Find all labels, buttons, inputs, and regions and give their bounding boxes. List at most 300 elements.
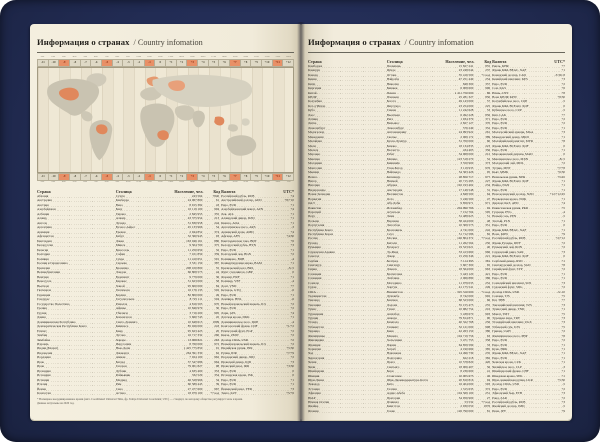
code: 962 bbox=[214, 355, 220, 360]
currency: Угандийский шиллинг, UGX bbox=[492, 320, 532, 325]
capital: Сухум bbox=[115, 194, 125, 198]
code: 20 bbox=[215, 328, 220, 333]
capital: Токио bbox=[386, 408, 396, 413]
population: 45 133 966 bbox=[187, 225, 203, 230]
capital: Эр-Рияд bbox=[386, 249, 399, 254]
code: 374 bbox=[214, 229, 220, 234]
capital: Джакарта bbox=[115, 350, 130, 355]
page-title-ru: Информация о странах bbox=[37, 37, 130, 47]
code: 963 bbox=[485, 267, 491, 272]
code: 994 bbox=[214, 207, 220, 212]
currency: Франк КФА BCEAO, XOF bbox=[492, 178, 529, 183]
capital: Тирана bbox=[115, 211, 126, 216]
capital: Вьентьян bbox=[386, 112, 400, 117]
zones-cell: +7 bbox=[230, 59, 241, 67]
capital: Кито bbox=[386, 382, 394, 387]
capital: Богота bbox=[386, 99, 396, 104]
currency: Евро, EUR bbox=[221, 292, 237, 297]
country: ОАЭ bbox=[308, 201, 315, 206]
capital: Ниамей bbox=[386, 178, 398, 183]
currency: Армянский драм, AMD bbox=[221, 229, 254, 234]
capital: Лусака bbox=[115, 333, 126, 338]
currency: Бат, THB bbox=[492, 298, 505, 303]
utc: +1 bbox=[290, 377, 294, 382]
times-cell: 19:00 bbox=[232, 56, 238, 58]
country: Судан bbox=[308, 285, 317, 290]
currency: Чилийское песо, CLP bbox=[492, 364, 522, 369]
population: 24 993 922 bbox=[458, 130, 474, 135]
population: 9 779 000 bbox=[189, 274, 203, 279]
currency: Афгани, AFN bbox=[221, 234, 240, 239]
utc: -5 bbox=[562, 382, 565, 387]
capital: Исламабад bbox=[386, 205, 402, 210]
capital: Москва bbox=[386, 236, 398, 241]
population: 43 375 954 bbox=[187, 216, 203, 221]
population: 3 119 935 bbox=[460, 165, 474, 170]
capital: Кингстон bbox=[386, 404, 400, 409]
population: 6 492 228 bbox=[460, 112, 474, 117]
times-cell: 20:00 bbox=[232, 180, 238, 183]
population: 126 790 000 bbox=[457, 408, 474, 413]
code: 55 bbox=[215, 265, 220, 270]
utc: +2 bbox=[290, 337, 294, 342]
utc: +2 bbox=[561, 81, 565, 86]
currency: Танзанийский шиллинг, TZS bbox=[492, 302, 532, 307]
code: 39 bbox=[215, 382, 220, 387]
capital: Багдад bbox=[115, 359, 125, 364]
capital: Пномпень bbox=[386, 64, 401, 68]
country: Германия bbox=[37, 292, 51, 297]
utc: +7 bbox=[561, 112, 565, 117]
population: 85 026 000 bbox=[187, 324, 203, 329]
country: Государство Палестина bbox=[37, 301, 70, 306]
code: 998 bbox=[485, 324, 491, 329]
times-cell: 15:00 bbox=[189, 56, 195, 58]
utc: -6 bbox=[291, 288, 294, 293]
population: 31 700 000 bbox=[458, 139, 474, 144]
utc: +1 bbox=[290, 247, 294, 252]
zones-cell: +10 bbox=[262, 173, 273, 181]
country: Непал bbox=[308, 174, 317, 179]
utc: +3 bbox=[561, 130, 565, 135]
code: 375 bbox=[214, 243, 220, 248]
utc: +3 bbox=[561, 77, 565, 82]
currency: Пакистанская рупия, PKR bbox=[492, 205, 529, 210]
country: Йемен bbox=[37, 386, 47, 391]
zones-cell: -3 bbox=[123, 173, 134, 181]
capital: Стокгольм bbox=[386, 373, 402, 378]
currency: Бразильский реал, BRL bbox=[221, 265, 254, 270]
utc: +1 bbox=[561, 196, 565, 201]
population: 3 531 159 bbox=[189, 261, 203, 266]
utc: +3 bbox=[290, 386, 294, 391]
country: Черногория bbox=[308, 355, 325, 360]
code: 966 bbox=[485, 249, 491, 254]
population: 16 404 000 bbox=[458, 382, 474, 387]
country: США bbox=[308, 289, 316, 294]
utc: +2 bbox=[290, 301, 294, 306]
code: 992 bbox=[485, 293, 491, 298]
population: 7 101 859 bbox=[189, 252, 203, 257]
capital: Осло bbox=[386, 196, 394, 201]
currency: Кенийский шиллинг, KES bbox=[492, 77, 528, 82]
country: Исландия bbox=[37, 373, 51, 378]
code: 92 bbox=[486, 205, 491, 210]
capital: Бразилиа bbox=[115, 265, 129, 270]
currency: Российский рубль, RUB bbox=[221, 194, 255, 198]
population: 11 242 628 bbox=[458, 108, 474, 113]
currency: Новый израильский шекель, ILS bbox=[221, 301, 267, 306]
country: Чехия bbox=[308, 360, 317, 365]
times-cell: 6:00 bbox=[94, 56, 98, 58]
code: 45 bbox=[215, 315, 220, 320]
capital: Афины bbox=[115, 306, 126, 311]
utc: -6 bbox=[291, 297, 294, 302]
population: 31 488 625 bbox=[458, 214, 474, 219]
country: Саудовская Аравия bbox=[308, 249, 335, 254]
code: 856 bbox=[485, 112, 491, 117]
country: Россия bbox=[308, 236, 318, 241]
currency: Франк КФА BCEAO, XOF bbox=[492, 254, 529, 259]
country: Камбоджа bbox=[308, 64, 323, 68]
currency: Лемпира, HNL bbox=[221, 297, 242, 302]
utc: +4:30 bbox=[286, 234, 294, 239]
code: 1809 bbox=[212, 319, 220, 324]
currency: Ямайский доллар, JMD bbox=[492, 404, 525, 409]
capital: Претория bbox=[386, 395, 401, 400]
utc: +5:30 bbox=[557, 377, 565, 382]
utc: +2 bbox=[561, 245, 565, 250]
population: 1 425 775 850 bbox=[183, 346, 203, 351]
capital: Бишкек bbox=[386, 86, 398, 91]
times-cell: 18:00 bbox=[221, 56, 227, 58]
zones-cell: -6 bbox=[91, 173, 102, 181]
times-cell: 2:00 bbox=[40, 180, 45, 183]
code: 63 bbox=[486, 333, 491, 338]
utc: +1 bbox=[561, 187, 565, 192]
currency: Франк КФА BEAC, XAF bbox=[492, 351, 527, 356]
country: Кот-д’Ивуар bbox=[308, 103, 326, 108]
code: 353 bbox=[214, 368, 220, 373]
currency: Мексиканское песо, MXN bbox=[492, 156, 529, 161]
utc: +1 bbox=[290, 274, 294, 279]
utc: -3:30/-8 bbox=[554, 72, 565, 77]
population: 576 249 bbox=[462, 125, 474, 130]
code: 58 bbox=[215, 279, 220, 284]
zones-cell: +4 bbox=[198, 173, 209, 181]
times-cell: 13:00 bbox=[157, 180, 163, 183]
population: 5 246 500 bbox=[460, 196, 474, 201]
code: 964 bbox=[214, 359, 220, 364]
currency: Риель, KHR bbox=[492, 64, 509, 68]
utc: +1 bbox=[290, 382, 294, 387]
code: 387 bbox=[214, 261, 220, 266]
country: Китай bbox=[308, 90, 317, 95]
capital: Ташкент bbox=[386, 324, 399, 329]
country: Танзания bbox=[308, 302, 321, 307]
times-cell: 2:00 bbox=[51, 56, 55, 58]
currency: Евро, EUR bbox=[492, 342, 508, 347]
country: Индия (Бхарат) bbox=[37, 346, 59, 351]
population: 11 410 651 bbox=[187, 256, 203, 261]
population: 64 859 599 bbox=[458, 342, 474, 347]
population: 243 564 bbox=[191, 194, 203, 198]
country: Лаос bbox=[308, 112, 315, 117]
code: 31 bbox=[486, 187, 491, 192]
utc: +2 bbox=[290, 333, 294, 338]
code: 36 bbox=[215, 274, 220, 279]
currency: Новый соль, PEN bbox=[492, 214, 517, 219]
code: 970 bbox=[214, 301, 220, 306]
currency: Румынский лей, RON bbox=[492, 245, 523, 250]
utc: +2 bbox=[561, 338, 565, 343]
capital: Ашхабад bbox=[386, 311, 400, 316]
zones-cell: +6 bbox=[219, 173, 230, 181]
country: Сингапур bbox=[308, 262, 322, 267]
population: 41 175 541 bbox=[458, 285, 474, 290]
utc: +8 bbox=[561, 333, 565, 338]
population: 95 623 423 bbox=[187, 328, 203, 333]
population: 60 589 445 bbox=[187, 382, 203, 387]
population: 18 134 835 bbox=[458, 143, 474, 148]
population: 7 114 393 bbox=[460, 258, 474, 263]
currency: Евро, EUR bbox=[221, 377, 237, 382]
capital: Рамалла bbox=[115, 301, 128, 306]
utc-footnote-line1: * Всемирное координированное время (англ. Coordinated Universal Time, фр. Temps Universel Coordonné; UTC) — стандарт, по которому общество регулирует часы и время. bbox=[37, 398, 243, 402]
times-cell: 11:00 bbox=[147, 56, 152, 58]
country: Демократическая Республика Конго bbox=[37, 324, 88, 329]
zones-cell: +3 bbox=[187, 173, 198, 181]
capital: Куала-Лумпур bbox=[386, 139, 407, 144]
times-cell: 10:00 bbox=[136, 56, 142, 58]
population: 31 830 958 bbox=[187, 220, 203, 225]
utc: +6 bbox=[290, 238, 294, 243]
utc: +1 bbox=[290, 261, 294, 266]
currency: Фунт стерлингов, GBP bbox=[221, 270, 253, 275]
currency: Франк КФА BCEAO, XOF bbox=[492, 103, 529, 108]
currency: Суданский фунт, SDG bbox=[492, 285, 523, 290]
country: Абхазия bbox=[37, 194, 49, 198]
capital: Сана bbox=[115, 386, 123, 391]
currency: Турецкая лира, TRY bbox=[492, 316, 521, 321]
times-cell: 21:00 bbox=[254, 56, 259, 58]
population: 3 716 200 bbox=[189, 310, 203, 315]
capital: Тегусигальпа bbox=[115, 297, 135, 302]
utc: +2 bbox=[290, 328, 294, 333]
header-country: Страна bbox=[37, 189, 51, 194]
capital: Санто-Доминго bbox=[115, 319, 138, 324]
capital: Сукре bbox=[115, 256, 125, 261]
code: 389 bbox=[485, 134, 491, 139]
capital: Дакка bbox=[115, 238, 124, 243]
times-cell: 22:00 bbox=[264, 56, 270, 58]
utc: +1 bbox=[290, 292, 294, 297]
utc: +9 bbox=[561, 232, 565, 237]
population: 1 315 635 bbox=[460, 386, 474, 391]
country: Латвия bbox=[308, 117, 318, 122]
utc: -5 bbox=[562, 214, 565, 219]
country: Финляндия bbox=[308, 338, 324, 343]
capital: Скопье bbox=[386, 134, 397, 139]
capital: Бамако bbox=[386, 143, 397, 148]
population: 19 523 621 bbox=[458, 245, 474, 250]
code: 357 bbox=[485, 81, 491, 86]
code: 53 bbox=[486, 108, 491, 113]
currency: Иена, JPY bbox=[492, 408, 507, 413]
currency: Кванза, AOA bbox=[221, 220, 240, 225]
utc: +1 bbox=[561, 342, 565, 347]
times-cell: 3:00 bbox=[61, 56, 66, 58]
code: 7840 bbox=[212, 194, 220, 198]
code: 93 bbox=[215, 234, 220, 239]
population: 20 810 816 bbox=[458, 377, 474, 382]
utc: +2 bbox=[290, 306, 294, 311]
zones-cell: -3 bbox=[123, 59, 134, 67]
code: 255 bbox=[485, 302, 491, 307]
country: Литва bbox=[308, 121, 317, 126]
capital: Анкара bbox=[386, 316, 397, 321]
country: Шри-Ланка bbox=[308, 377, 325, 382]
code: 595 bbox=[485, 209, 491, 214]
country: Чили bbox=[308, 364, 316, 369]
utc: -3 bbox=[562, 364, 565, 369]
zones-cell: +3 bbox=[187, 59, 198, 67]
capital: Кигали bbox=[386, 240, 397, 245]
times-cell: 1:00 bbox=[40, 56, 45, 58]
capital: Хельсинки bbox=[386, 338, 402, 343]
code: 237 bbox=[485, 68, 491, 73]
code: 66 bbox=[486, 298, 491, 303]
utc: +3 bbox=[561, 391, 565, 396]
table-header-left bbox=[37, 186, 294, 194]
population: 15 827 241 bbox=[458, 64, 474, 68]
code: 251 bbox=[485, 391, 491, 396]
utc: +1 bbox=[561, 125, 565, 130]
zones-cell: -6 bbox=[91, 59, 102, 67]
utc: +7 bbox=[290, 283, 294, 288]
utc: +1 bbox=[290, 315, 294, 320]
country: Израиль bbox=[37, 341, 49, 346]
capital: Амман bbox=[115, 355, 126, 360]
capital: Тегеран bbox=[115, 364, 127, 369]
utc: +3 bbox=[290, 359, 294, 364]
utc: +3 bbox=[561, 302, 565, 307]
population: 55 155 473 bbox=[458, 302, 474, 307]
currency: Сомони, TJS bbox=[492, 293, 510, 298]
code: 993 bbox=[485, 311, 491, 316]
utc: -8/-5 bbox=[558, 156, 565, 161]
utc-footnote bbox=[37, 398, 294, 405]
population: 25 281 327 bbox=[458, 94, 474, 99]
population: 42 263 150 bbox=[458, 329, 474, 334]
zones-cell: -11 bbox=[37, 173, 49, 181]
zones-cell: -4 bbox=[113, 173, 124, 181]
currency: Узбекский сум, UZS bbox=[492, 324, 521, 329]
population: 8 236 600 bbox=[460, 369, 474, 374]
currency: Колумбийское песо, COP bbox=[492, 99, 528, 104]
currency: Вона, KRW bbox=[492, 232, 509, 237]
utc: 0 bbox=[563, 143, 565, 148]
population: 15 256 346 bbox=[458, 254, 474, 259]
header-country: Страна bbox=[308, 59, 322, 64]
currency: Исландская крона, ISK bbox=[221, 373, 253, 378]
utc: +5 bbox=[561, 293, 565, 298]
country: Ямайка bbox=[308, 404, 319, 409]
capital: Иерусалим bbox=[115, 341, 132, 346]
currency: Российский рубль, RUB bbox=[492, 236, 526, 241]
country: Камерун bbox=[308, 68, 321, 73]
utc: +3 bbox=[561, 320, 565, 325]
population: 31 623 000 bbox=[187, 279, 203, 284]
code: 84 bbox=[215, 283, 220, 288]
capital: Вашингтон bbox=[386, 289, 403, 294]
code: 40 bbox=[486, 245, 491, 250]
capital: Буэнос-Айрес bbox=[115, 225, 136, 230]
code: 855 bbox=[485, 64, 491, 68]
code: 351 bbox=[485, 223, 491, 228]
currency: Македонский денар, MKD bbox=[492, 134, 529, 139]
times-cell: 11:00 bbox=[136, 180, 141, 183]
population: 27 477 600 bbox=[187, 386, 203, 391]
country: Мали bbox=[308, 143, 316, 148]
code: 243 bbox=[214, 324, 220, 329]
code: 972 bbox=[214, 341, 220, 346]
population: 35 416 500 bbox=[458, 72, 474, 77]
code: 382 bbox=[485, 355, 491, 360]
country: Словения bbox=[308, 276, 322, 281]
capital: Душанбе bbox=[386, 293, 400, 298]
currency: Доллар США, USD bbox=[492, 289, 519, 294]
times-cell: 23:00 bbox=[275, 56, 281, 58]
code: 971 bbox=[485, 201, 491, 206]
capital: Браззавиль bbox=[386, 227, 403, 232]
zones-cell: +8 bbox=[241, 59, 252, 67]
times-cell: 5:00 bbox=[83, 56, 88, 58]
population: 104 719 756 bbox=[457, 333, 474, 338]
zones-cell: -10 bbox=[49, 59, 60, 67]
zones-cell: +8 bbox=[241, 173, 252, 181]
country: Австрия bbox=[37, 202, 49, 207]
country: Индонезия bbox=[37, 350, 53, 355]
header-code: Код bbox=[484, 59, 492, 64]
currency: Иракский динар, IQD bbox=[221, 359, 251, 364]
utc: +2 bbox=[290, 355, 294, 360]
capital: Кишинёв bbox=[386, 161, 400, 166]
currency: Болгарский лев, BGN bbox=[221, 252, 252, 257]
header-utc: UTC* bbox=[554, 59, 565, 64]
utc: +2 bbox=[561, 395, 565, 400]
times-cell: 17:00 bbox=[200, 180, 206, 183]
country: Колумбия bbox=[308, 99, 322, 104]
currency: Тунисский динар, TND bbox=[492, 307, 525, 312]
population: 18 079 100 bbox=[187, 391, 203, 396]
country: Япония bbox=[308, 408, 319, 413]
capital: Пхеньян bbox=[386, 94, 399, 99]
code: 41 bbox=[486, 369, 491, 374]
country: Турция bbox=[308, 316, 319, 321]
population: 7 024 100 bbox=[189, 355, 203, 360]
population: 47 251 449 bbox=[458, 77, 474, 82]
times-cell: 7:00 bbox=[104, 56, 109, 58]
capital: Астана bbox=[115, 391, 126, 396]
zones-cell: -2 bbox=[134, 59, 145, 67]
code: 385 bbox=[485, 347, 491, 351]
utc: +1 bbox=[561, 134, 565, 139]
population: 622 218 bbox=[462, 355, 474, 360]
utc: +1 bbox=[561, 178, 565, 183]
population: 434 403 bbox=[462, 148, 474, 153]
currency: Евро, EUR bbox=[492, 271, 508, 276]
